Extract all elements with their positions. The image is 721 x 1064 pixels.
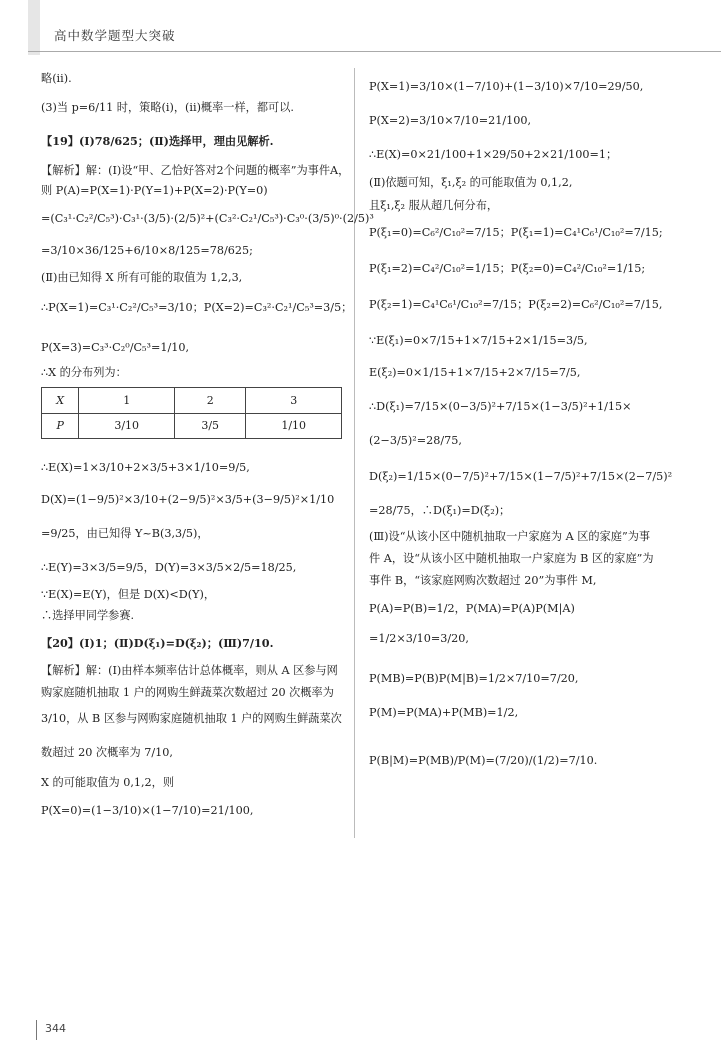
distribution-table [41, 387, 342, 439]
text-line: 数超过 20 次概率为 7/10, [41, 746, 173, 759]
table-row [42, 413, 342, 439]
formula-line: =3/10×36/125+6/10×8/125=78/625; [41, 244, 253, 257]
formula-line: E(ξ₂)=0×1/15+1×7/15+2×7/15=7/5, [369, 366, 581, 379]
formula-line: ∴E(X)=1×3/10+2×3/5+3×1/10=9/5, [41, 461, 250, 474]
formula-line: =(C₃¹·C₂²/C₅³)·C₃¹·(3/5)·(2/5)²+(C₃²·C₂¹/C₅³)·C₃⁰·(3/5)⁰·(2/5)³ [41, 212, 374, 225]
table-cell: 3/5 [174, 413, 245, 439]
table-cell: 1/10 [246, 413, 342, 439]
formula-line: P(A)=P(B)=1/2，P(MA)=P(A)P(M|A) [369, 602, 575, 615]
answer-19: 【19】(Ⅰ)78/625；(Ⅱ)选择甲，理由见解析. [41, 134, 274, 148]
header-bar [28, 0, 40, 55]
page-header-title: 高中数学题型大突破 [54, 28, 176, 43]
text-line: 件 A，设“从该小区中随机抽取一户家庭为 B 区的家庭”为 [369, 552, 654, 565]
text-line: 略(ii). [41, 72, 72, 85]
text-line: 则 P(A)=P(X=1)·P(Y=1)+P(X=2)·P(Y=0) [41, 184, 268, 197]
formula-line: P(B|M)=P(MB)/P(M)=(7/20)/(1/2)=7/10. [369, 754, 598, 767]
text-line: X 的可能取值为 0,1,2，则 [41, 776, 175, 789]
formula-line: D(X)=(1−9/5)²×3/10+(2−9/5)²×3/5+(3−9/5)²×1/10 [41, 493, 335, 506]
solution-20: 【解析】解：(Ⅰ)由样本频率估计总体概率，则从 A 区参与网 [41, 664, 338, 677]
formula-line: P(M)=P(MA)+P(MB)=1/2, [369, 706, 519, 719]
formula-line: =28/75，∴D(ξ₁)=D(ξ₂)； [369, 504, 511, 517]
formula-line: P(ξ₁=2)=C₄²/C₁₀²=1/15；P(ξ₂=0)=C₄²/C₁₀²=1/15; [369, 262, 646, 275]
text-line: (Ⅱ)由已知得 X 所有可能的取值为 1,2,3, [41, 271, 243, 284]
text-line: ∵E(X)=E(Y)，但是 D(X)<D(Y)， [41, 588, 216, 601]
table-cell: X [42, 388, 79, 414]
text-line: 事件 B，“该家庭网购次数超过 20”为事件 M, [369, 574, 597, 587]
text-line: ∴X 的分布列为： [41, 366, 127, 379]
formula-line: (2−3/5)²=28/75, [369, 434, 462, 447]
page-number: 344 [45, 1022, 66, 1035]
text-line: (Ⅲ)设“从该小区中随机抽取一户家庭为 A 区的家庭”为事 [369, 530, 651, 543]
table-cell: 2 [174, 388, 245, 414]
text-line: (Ⅱ)依题可知，ξ₁,ξ₂ 的可能取值为 0,1,2, [369, 176, 573, 189]
solution-19: 【解析】解：(Ⅰ)设“甲、乙恰好答对2个问题的概率”为事件A， [41, 164, 350, 177]
formula-line: ∴D(ξ₁)=7/15×(0−3/5)²+7/15×(1−3/5)²+1/15× [369, 400, 632, 413]
formula-line: P(ξ₂=1)=C₄¹C₆¹/C₁₀²=7/15；P(ξ₂=2)=C₆²/C₁₀²=7/15, [369, 298, 663, 311]
formula-line: ∵E(ξ₁)=0×7/15+1×7/15+2×1/15=3/5, [369, 334, 588, 347]
text-line: 3/10，从 B 区参与网购家庭随机抽取 1 户的网购生鲜蔬菜次 [41, 712, 342, 725]
header-rule [28, 51, 721, 52]
formula-line: ∴P(X=1)=C₃¹·C₂²/C₅³=3/10；P(X=2)=C₃²·C₂¹/C₅³=3/5； [41, 301, 353, 314]
table-cell: P [42, 413, 79, 439]
table-cell: 3 [246, 388, 342, 414]
formula-line: P(X=1)=3/10×(1−7/10)+(1−3/10)×7/10=29/50, [369, 80, 644, 93]
formula-line: =1/2×3/10=3/20, [369, 632, 469, 645]
column-divider [354, 68, 355, 838]
footer-rule [36, 1020, 37, 1040]
formula-line: P(X=0)=(1−3/10)×(1−7/10)=21/100, [41, 804, 254, 817]
formula-line: P(X=3)=C₃³·C₂⁰/C₅³=1/10, [41, 341, 190, 354]
formula-line: =9/25，由已知得 Y~B(3,3/5)， [41, 527, 209, 540]
text-line: 购家庭随机抽取 1 户的网购生鲜蔬菜次数超过 20 次概率为 [41, 686, 334, 699]
answer-20: 【20】(Ⅰ)1；(Ⅱ)D(ξ₁)=D(ξ₂)；(Ⅲ)7/10. [41, 636, 274, 650]
table-cell: 1 [79, 388, 175, 414]
table-cell: 3/10 [79, 413, 175, 439]
formula-line: ∴E(Y)=3×3/5=9/5，D(Y)=3×3/5×2/5=18/25, [41, 561, 297, 574]
formula-line: D(ξ₂)=1/15×(0−7/5)²+7/15×(1−7/5)²+7/15×(2−7/5)² [369, 470, 673, 483]
formula-line: P(ξ₁=0)=C₆²/C₁₀²=7/15；P(ξ₁=1)=C₄¹C₆¹/C₁₀²=7/15; [369, 226, 663, 239]
formula-line: P(MB)=P(B)P(M|B)=1/2×7/10=7/20, [369, 672, 579, 685]
formula-line: P(X=2)=3/10×7/10=21/100, [369, 114, 531, 127]
formula-line: ∴E(X)=0×21/100+1×29/50+2×21/100=1； [369, 148, 618, 161]
text-line: (3)当 p=6/11 时，策略(i)，(ii)概率一样，都可以. [41, 101, 294, 114]
text-line: 且ξ₁,ξ₂ 服从超几何分布， [369, 199, 499, 212]
table-row [42, 388, 342, 414]
text-line: ∴选择甲同学参赛. [41, 609, 135, 622]
